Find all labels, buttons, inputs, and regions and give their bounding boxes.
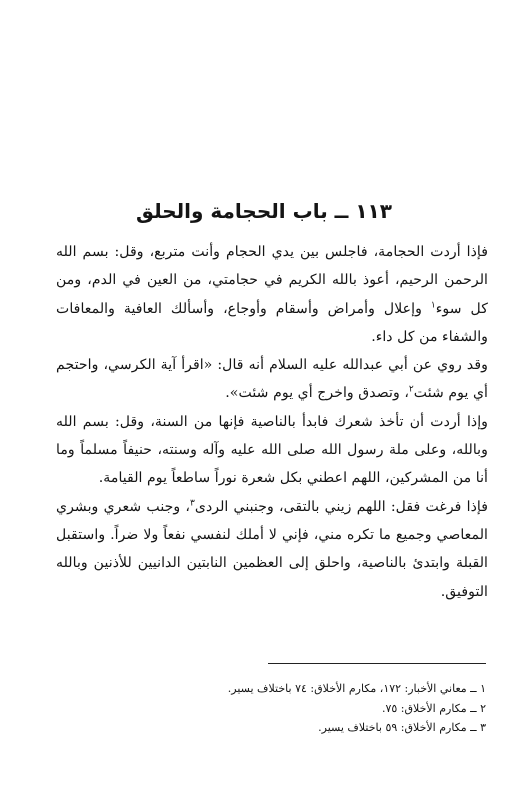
footnote-ref-2: ٢ bbox=[408, 384, 414, 395]
footnote-2: ٢ ــ مكارم الأخلاق: ٧٥. bbox=[381, 701, 486, 715]
paragraph-text: وإذا أردت أن تأخذ شعرك فابدأ بالناصية فإنها من السنة، وقل: بسم الله وبالله، وعلى ملة رسول الله صلى الله عليه وآله وسنته، حنيفاً مسلماً وما أنا من المشركين، اللهم اعطني بكل شعرة نوراً ساطعاً يوم القيامة. bbox=[56, 413, 488, 487]
paragraph-cupping-narration bbox=[56, 351, 488, 408]
footnote-ref-3: ٣ bbox=[190, 497, 195, 508]
footnote-3: ٣ ــ مكارم الأخلاق: ٥٩ باختلاف يسير. bbox=[318, 721, 486, 734]
paragraph-after-haircut bbox=[56, 493, 488, 606]
paragraph-cupping-supplication bbox=[56, 238, 488, 351]
footnotes bbox=[40, 679, 486, 738]
paragraph-text-tail: ، وجنب شعري وبشري المعاصي وجميع ما تكره مني، فإني لا أملك لنفسي نفعاً ولا ضراً. واستقبل القبلة وابتدئ بالناصية، واحلق إلى العظمين النابتين الدانيين للأذنين وبالله التوفيق. bbox=[56, 498, 488, 600]
footnote-ref-1: ١ bbox=[430, 299, 436, 310]
footnote-separator bbox=[268, 663, 486, 664]
paragraph-text: وقد روي عن أبي عبدالله عليه السلام أنه قال: «اقرأ آية الكرسي، واحتجم أي يوم شئت bbox=[56, 357, 488, 402]
paragraph-text: فإذا فرغت فقل: اللهم زيني بالتقى، وجنبني الردى bbox=[194, 498, 488, 515]
paragraph-text: فإذا أردت الحجامة، فاجلس بين يدي الحجام وأنت متربع، وقل: بسم الله الرحمن الرحيم، أعوذ بالله الكريم في حجامتي، من العين في الدم، ومن كل سوء bbox=[56, 244, 488, 317]
paragraph-haircut-supplication bbox=[56, 408, 488, 493]
chapter-body bbox=[56, 238, 488, 606]
chapter-title: ١١٣ ــ باب الحجامة والحلق bbox=[136, 199, 392, 223]
paragraph-text-tail: ، وتصدق واخرج أي يوم شئت». bbox=[225, 385, 409, 402]
paragraph-text-tail: وإعلال وأمراض وأسقام وأوجاع، وأسألك العافية والمعافات والشفاء من كل داء. bbox=[56, 300, 488, 345]
footnote-1: ١ ــ معاني الأخبار: ١٧٢، مكارم الأخلاق: ٧٤ باختلاف يسير. bbox=[227, 682, 486, 695]
